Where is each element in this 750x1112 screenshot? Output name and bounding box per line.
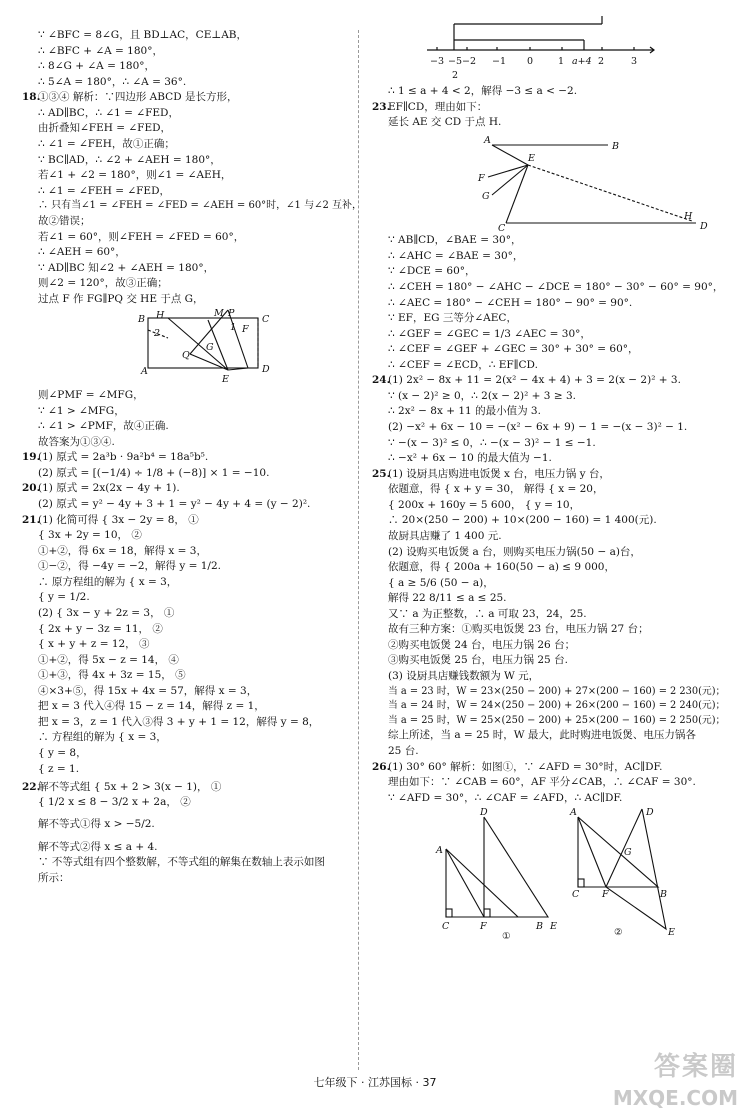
figure-label: F <box>480 920 487 932</box>
text-line: 由折叠知∠FEH = ∠FED， <box>38 122 172 135</box>
page-footer: 七年级下 · 江苏国标 · 37 <box>313 1076 437 1089</box>
text-line: ①−②，得 −4y = −2，解得 y = 1/2. <box>38 560 221 573</box>
tick-label: −3 <box>430 56 445 67</box>
figure-label: E <box>668 926 675 938</box>
tick-label: 1 <box>558 56 565 67</box>
text-line: (2) { 3x − y + 2z = 3， ① <box>38 606 175 619</box>
text-line: ∴ ∠CEH = 180° − ∠AHC − ∠DCE = 180° − 30° − 60° = 90°， <box>388 280 724 293</box>
figure-label: C <box>442 920 450 932</box>
text-line: ∵ −(x − 3)² ≤ 0，∴ −(x − 3)² − 1 ≤ −1. <box>388 436 596 449</box>
text-line: (2) 设购买电饭煲 a 台，则购买电压力锅(50 − a)台， <box>388 545 641 558</box>
text-line: 则∠2 = 120°，故③正确； <box>38 277 168 290</box>
tick-label: −5 <box>448 56 463 67</box>
text-line: ∴ ∠1 > ∠PMF，故④正确. <box>38 420 169 433</box>
figure-label: E <box>222 374 229 386</box>
text-line: { y = 1/2. <box>38 591 90 604</box>
text-line: ∴ ∠AHC = ∠BAE = 30°， <box>388 249 524 262</box>
text-line: 故②错误； <box>38 215 91 228</box>
figure-label: F <box>478 173 485 185</box>
text-line: 若∠1 = 60°，则∠FEH = ∠FED = 60°， <box>38 230 245 243</box>
text-line: 25 台. <box>388 745 419 757</box>
figure-label: G <box>624 846 632 858</box>
question-18 <box>22 90 363 449</box>
text-line: ∴ ∠CEF = ∠GEF + ∠GEC = 30° + 30° = 60°， <box>388 343 639 356</box>
text-line: 理由如下：∵ ∠CAB = 60°，AF 平分∠CAB，∴ ∠CAF = 30°. <box>388 776 696 789</box>
text-line: ∴ 只有当∠1 = ∠FEH = ∠FED = ∠AEH = 60°时，∠1 与∠2 互补， <box>38 200 363 212</box>
text-line: ∵ EF，EG 三等分∠AEC， <box>388 312 517 325</box>
figure-label: D <box>262 364 270 376</box>
left-column <box>22 28 363 886</box>
figure-23 <box>468 131 750 231</box>
text-line: 所示： <box>38 871 70 884</box>
text-line: { 3x + 2y = 10， ② <box>38 529 142 542</box>
text-line: ④×3+⑤，得 15x + 4x = 57，解得 x = 3， <box>38 684 258 697</box>
watermark-url: MXQE.COM <box>612 1086 738 1111</box>
text-line: ∴ 5∠A = 180°，∴ ∠A = 36°. <box>38 75 187 88</box>
text-line: (2) −x² + 6x − 10 = −(x² − 6x + 9) − 1 = −(x − 3)² − 1. <box>388 421 688 434</box>
text-line: 把 x = 3，z = 1 代入③得 3 + y + 1 = 12，解得 y = 8， <box>38 715 320 728</box>
number-line-figure <box>422 12 662 82</box>
text-line: 依题意，得 { x + y = 30， 解得 { x = 20， <box>388 483 604 496</box>
figure-label: 2 <box>154 328 161 340</box>
text-line: 若∠1 + ∠2 = 180°，则∠1 = ∠AEH， <box>38 169 232 182</box>
question-number: 20. <box>22 482 41 495</box>
figure-label: D <box>646 806 654 818</box>
text-line: ①+③，得 4x + 3z = 15， ⑤ <box>38 669 186 682</box>
text-line: 把 x = 3 代入④得 15 − z = 14，解得 z = 1， <box>38 700 265 713</box>
question-number: 26. <box>372 760 391 773</box>
tick-label: a+4 <box>572 56 592 67</box>
figure-label: ② <box>614 926 623 938</box>
text-line: 解不等式①得 x > −5/2. <box>38 818 155 831</box>
text-line: 故有三种方案：①购买电饭煲 23 台，电压力锅 27 台； <box>388 623 649 636</box>
text-line: ①③④ 解析：∵四边形 ABCD 是长方形， <box>38 91 238 104</box>
figure-label: B <box>612 141 619 153</box>
text-line: ∵ ∠1 > ∠MFG， <box>38 404 125 417</box>
text-line: ∵ (x − 2)² ≥ 0，∴ 2(x − 2)² + 3 ≥ 3. <box>388 389 576 402</box>
text-line: ∴ ∠BFC + ∠A = 180°， <box>38 44 163 57</box>
text-line: { y = 8， <box>38 747 87 759</box>
text-line: ∴ AD∥BC，∴ ∠1 = ∠FED， <box>38 106 179 119</box>
text-line: ①+②，得 5x − z = 14， ④ <box>38 653 179 666</box>
figure-label: G <box>206 342 214 354</box>
figure-label: A <box>141 366 148 378</box>
text-line: 则∠PMF = ∠MFG， <box>38 389 144 402</box>
text-line: ∴ 2x² − 8x + 11 的最小值为 3. <box>388 405 541 418</box>
text-line: { z = 1. <box>38 762 80 775</box>
tick-label: 3 <box>631 56 638 67</box>
figure-label: C <box>498 223 506 232</box>
question-number: 21. <box>22 513 41 526</box>
figure-label: A <box>570 806 577 818</box>
figure-label: H <box>156 310 165 322</box>
right-column <box>372 10 732 941</box>
text-line: ∴ 8∠G + ∠A = 180°， <box>38 60 156 73</box>
figure-label: H <box>684 211 693 223</box>
figure-label: B <box>536 920 543 932</box>
figure-label: E <box>550 920 557 932</box>
figure-label: 1 <box>230 322 237 334</box>
question-20 <box>22 481 350 511</box>
text-line: ∵ ∠AFD = 30°，∴ ∠CAF = ∠AFD，∴ AC∥DF. <box>388 791 623 804</box>
text-line: 延长 AE 交 CD 于点 H. <box>388 116 502 129</box>
text-line: ∴ ∠AEH = 60°， <box>38 246 126 259</box>
text-line: ∵ ∠BFC = 8∠G，且 BD⊥AC，CE⊥AB， <box>38 29 248 41</box>
figure-label: F <box>602 888 609 900</box>
question-number: 24. <box>372 374 391 387</box>
figure-label: D <box>700 221 708 232</box>
text-line: { a ≥ 5/6 (50 − a)， <box>388 576 494 589</box>
text-line: (1) 2x² − 8x + 11 = 2(x² − 4x + 4) + 3 = 2(x − 2)² + 3. <box>388 374 681 387</box>
figure-label: A <box>436 844 443 856</box>
figure-label: C <box>572 888 580 900</box>
text-line: (1) 化简可得 { 3x − 2y = 8， ① <box>38 513 199 526</box>
text-line: 过点 F 作 FG∥PQ 交 HE 于点 G， <box>38 292 204 305</box>
text-line: 当 a = 24 时，W = 24×(250 − 200) + 26×(200 − 160) = 2 240(元)； <box>388 700 726 712</box>
text-line: ∴ ∠1 = ∠FEH，故①正确； <box>38 137 175 150</box>
question-number: 22. <box>22 780 41 793</box>
text-line: ∵ AD∥BC 知∠2 + ∠AEH = 180°， <box>38 261 215 274</box>
text-line: { 200x + 160y = 5 600， { y = 10， <box>388 498 581 511</box>
figure-label: G <box>482 191 490 203</box>
tick-label: −2 <box>462 56 477 67</box>
text-line: ∴ 方程组的解为 { x = 3， <box>38 731 167 744</box>
figure-label: P <box>228 308 235 320</box>
figure-label: ① <box>502 930 511 939</box>
question-26 <box>372 760 732 939</box>
figure-label: C <box>262 314 270 326</box>
text-line: { 1/2 x ≤ 8 − 3/2 x + 2a， ② <box>38 796 191 809</box>
text-line: (1) 原式 = 2a³b · 9a²b⁴ = 18a⁵b⁵. <box>38 451 209 464</box>
text-line: ∴ 20×(250 − 200) + 10×(200 − 160) = 1 400(元). <box>388 514 657 527</box>
text-line: ∵ 不等式组有四个整数解，不等式组的解集在数轴上表示如图 <box>38 856 325 869</box>
text-line: ∵ ∠DCE = 60°， <box>388 265 476 278</box>
question-21 <box>22 513 350 776</box>
question-24 <box>372 373 732 465</box>
text-line: ∴ 原方程组的解为 { x = 3， <box>38 575 178 588</box>
question-22 <box>22 780 350 885</box>
text-line: 解不等式②得 x ≤ a + 4. <box>38 840 158 853</box>
text-line: ∴ ∠GEF = ∠GEC = 1/3 ∠AEC = 30°， <box>388 327 591 340</box>
question-number: 19. <box>22 451 41 464</box>
text-line: 综上所述，当 a = 25 时，W 最大，此时购进电饭煲、电压力锅各 <box>388 729 696 742</box>
text-line: ①+②，得 6x = 18，解得 x = 3， <box>38 544 207 557</box>
text-line: { 2x + y − 3z = 11， ② <box>38 622 163 635</box>
text-line: 故厨具店赚了 1 400 元. <box>388 529 502 542</box>
text-line: (3) 设厨具店赚钱数额为 W 元， <box>388 670 540 683</box>
question-number: 23. <box>372 100 391 113</box>
text-line: ③购买电饭煲 25 台，电压力锅 25 台. <box>388 654 568 667</box>
tick-label: 0 <box>527 56 534 67</box>
text-line: 当 a = 25 时，W = 25×(250 − 200) + 25×(200 − 160) = 2 250(元)； <box>388 714 726 726</box>
figure-label: B <box>138 314 145 326</box>
text-line: ∴ −x² + 6x − 10 的最大值为 −1. <box>388 452 552 465</box>
text-line: (2) 原式 = y² − 4y + 3 + 1 = y² − 4y + 4 = (y − 2)². <box>38 498 311 510</box>
text-line: ∵ BC∥AD，∴ ∠2 + ∠AEH = 180°， <box>38 153 221 166</box>
text-line: 解得 22 8/11 ≤ a ≤ 25. <box>388 592 507 605</box>
text-line: 故答案为①③④. <box>38 435 115 448</box>
figure-label: B <box>660 888 667 900</box>
text-line: (2) 原式 = [(−1/4) ÷ 1/8 + (−8)] × 1 = −10. <box>38 466 270 479</box>
text-line: (1) 原式 = 2x(2x − 4y + 1). <box>38 482 180 495</box>
text-line: 当 a = 23 时，W = 23×(250 − 200) + 27×(200 − 160) = 2 230(元)； <box>388 685 726 697</box>
q17-tail <box>22 28 350 89</box>
text-line: ∴ ∠1 = ∠FEH = ∠FED， <box>38 184 171 197</box>
figure-label: E <box>528 153 535 165</box>
figure-label: D <box>480 806 488 818</box>
figure-label: A <box>484 135 491 147</box>
figure-label: M <box>214 308 224 320</box>
text-line: ∵ AB∥CD，∠BAE = 30°， <box>388 234 522 247</box>
text-line: ∴ 1 ≤ a + 4 < 2，解得 −3 ≤ a < −2. <box>388 85 578 97</box>
question-19 <box>22 450 350 480</box>
text-line: (1) 设厨具店购进电饭煲 x 台，电压力锅 y 台， <box>388 467 610 480</box>
text-line: 又∵ a 为正整数，∴ a 可取 23，24，25. <box>388 607 587 620</box>
text-line: ∴ ∠AEC = 180° − ∠CEH = 180° − 90° = 90°. <box>388 296 633 309</box>
figure-label: Q <box>182 350 190 362</box>
text-line: 依题意，得 { 200a + 160(50 − a) ≤ 9 000， <box>388 561 615 574</box>
tick-label: 2 <box>452 70 459 81</box>
column-divider <box>358 30 359 1070</box>
figure-18 <box>38 308 338 386</box>
tick-label: 2 <box>598 56 605 67</box>
text-line: 解不等式组 { 5x + 2 > 3(x − 1)， ① <box>38 780 222 793</box>
question-number: 18. <box>22 91 41 104</box>
watermark-text: 答案圈 <box>653 1052 738 1082</box>
question-number: 25. <box>372 467 391 480</box>
text-line: EF∥CD，理由如下： <box>388 100 488 113</box>
text-line: (1) 30° 60° 解析：如图①，∵ ∠AFD = 30°时，AC∥DF. <box>388 760 663 773</box>
text-line: ∴ ∠CEF = ∠ECD，∴ EF∥CD. <box>388 358 538 371</box>
text-line: ②购买电饭煲 24 台，电压力锅 26 台； <box>388 638 576 651</box>
tick-label: −1 <box>492 56 507 67</box>
question-23 <box>372 100 732 372</box>
text-line: { x + y + z = 12， ③ <box>38 638 150 651</box>
question-25 <box>372 467 732 758</box>
figure-26 <box>418 807 718 939</box>
figure-label: F <box>242 324 249 336</box>
